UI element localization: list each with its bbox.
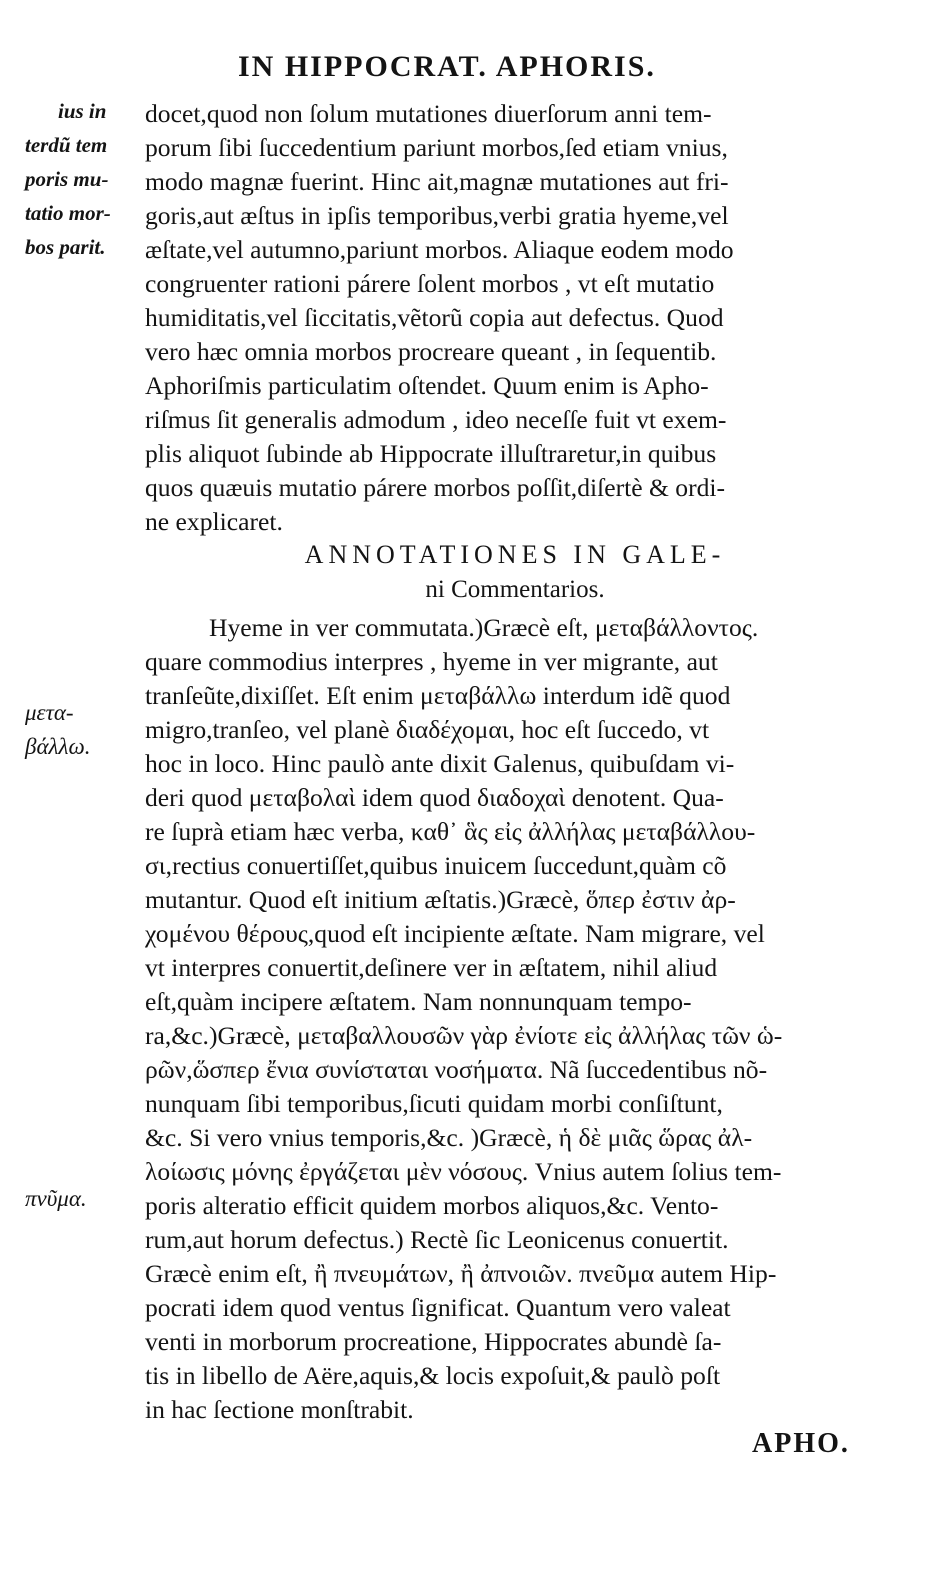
margin-note: poris mu- — [25, 167, 109, 191]
text-line: congruenter rationi párere ſolent morbos , vt eſt mutatio — [145, 269, 715, 298]
text-line: tranſeũte,dixiſſet. Eſt enim μεταβάλλω interdum idẽ quod — [145, 681, 731, 710]
section-heading: ANNOTATIONES IN GALE- — [304, 540, 726, 569]
text-line: χομένου θέρους,quod eſt incipiente æſtate. Nam migrare, vel — [145, 919, 765, 948]
text-line: σι,rectius conuertiſſet,quibus inuicem ſuccedunt,quàm cõ — [145, 851, 727, 880]
text-line: goris,aut æſtus in ipſis temporibus,verbi gratia hyeme,vel — [145, 201, 729, 230]
text-line: ra,&c.)Græcè, μεταβαλλουσῶν γὰρ ἐνίοτε εἰς ἀλλήλας τῶν ὡ- — [145, 1021, 783, 1050]
text-line: &c. Si vero vnius temporis,&c. )Græcè, ἡ δὲ μιᾶς ὥρας ἀλ- — [145, 1123, 753, 1152]
text-line: Aphoriſmis particulatim oſtendet. Quum enim is Apho- — [145, 371, 709, 400]
text-line: humiditatis,vel ſiccitatis,vẽtorũ copia aut defectus. Quod — [145, 303, 724, 332]
text-line: quare commodius interpres , hyeme in ver migrante, aut — [145, 647, 718, 676]
text-line: modo magnæ fuerint. Hinc ait,magnæ mutationes aut fri- — [145, 167, 729, 196]
text-line: Græcè enim eſt, ἢ πνευμάτων, ἢ ἀπνοιῶν. πνεῦμα autem Hip- — [145, 1259, 777, 1288]
margin-note: terdũ tem — [25, 133, 108, 157]
text-line: porum ſibi ſuccedentium pariunt morbos,ſed etiam vnius, — [145, 133, 728, 162]
text-line: λοίωσις μόνης ἐργάζεται μὲν νόσους. Vnius autem ſolius tem- — [145, 1157, 782, 1186]
text-line: vt interpres conuertit,deſinere ver in æſtatem, nihil aliud — [145, 953, 718, 982]
margin-note: bos parit. — [25, 235, 106, 259]
text-line: docet,quod non ſolum mutationes diuerſorum anni tem- — [145, 99, 712, 128]
text-line: ne explicaret. — [145, 507, 283, 536]
text-line: nunquam ſibi temporibus,ſicuti quidam morbi conſiſtunt, — [145, 1089, 723, 1118]
text-line: vero hæc omnia morbos procreare queant , in ſequentib. — [145, 337, 717, 366]
text-line: riſmus ſit generalis admodum , ideo neceſſe fuit vt exem- — [145, 405, 727, 434]
text-line: venti in morborum procreatione, Hippocrates abundè ſa- — [145, 1327, 722, 1356]
margin-note: ius in — [58, 99, 107, 123]
text-line: hoc in loco. Hinc paulò ante dixit Galenus, quibuſdam vi- — [145, 749, 735, 778]
text-line: Hyeme in ver commutata.)Græcè eſt, μεταβάλλοντος. — [209, 613, 759, 642]
text-line: ρῶν,ὥσπερ ἔνια συνίσταται νοσήματα. Nã ſuccedentibus nõ- — [145, 1055, 768, 1084]
margin-note-greek: βάλλω. — [25, 734, 91, 759]
margin-note-greek: πνῦμα. — [25, 1186, 87, 1211]
margin-note-greek: μετα- — [25, 700, 74, 725]
text-line: re ſuprà etiam hæc verba, καθ᾽ ἃς εἰς ἀλλήλας μεταβάλλου- — [145, 817, 756, 846]
margin-note: tatio mor- — [25, 201, 111, 225]
text-line: pocrati idem quod ventus ſignificat. Quantum vero valeat — [145, 1293, 731, 1322]
text-line: plis aliquot ſubinde ab Hippocrate illuſtraretur,in quibus — [145, 439, 717, 468]
text-line: mutantur. Quod eſt initium æſtatis.)Græcè, ὅπερ ἐστιν ἀρ- — [145, 885, 736, 914]
text-line: in hac ſectione monſtrabit. — [145, 1395, 414, 1424]
text-line: eſt,quàm incipere æſtatem. Nam nonnunquam tempo- — [145, 987, 692, 1016]
catchword: APHO. — [752, 1428, 850, 1459]
text-line: deri quod μεταβολαὶ idem quod διαδοχαὶ denotent. Qua- — [145, 783, 724, 812]
text-line: tis in libello de Aëre,aquis,& locis expoſuit,& paulò poſt — [145, 1361, 721, 1390]
section-heading-continued: ni Commentarios. — [425, 576, 605, 603]
text-line: æſtate,vel autumno,pariunt morbos. Aliaque eodem modo — [145, 235, 734, 264]
running-head: IN HIPPOCRAT. APHORIS. — [238, 50, 656, 83]
text-line: migro,tranſeo, vel planè διαδέχομαι, hoc eſt ſuccedo, vt — [145, 715, 710, 744]
text-line: quos quæuis mutatio párere morbos poſſit,diſertè & ordi- — [145, 473, 726, 502]
text-line: rum,aut horum defectus.) Rectè ſic Leonicenus conuertit. — [145, 1225, 729, 1254]
text-line: poris alteratio efficit quidem morbos aliquos,&c. Vento- — [145, 1191, 719, 1220]
